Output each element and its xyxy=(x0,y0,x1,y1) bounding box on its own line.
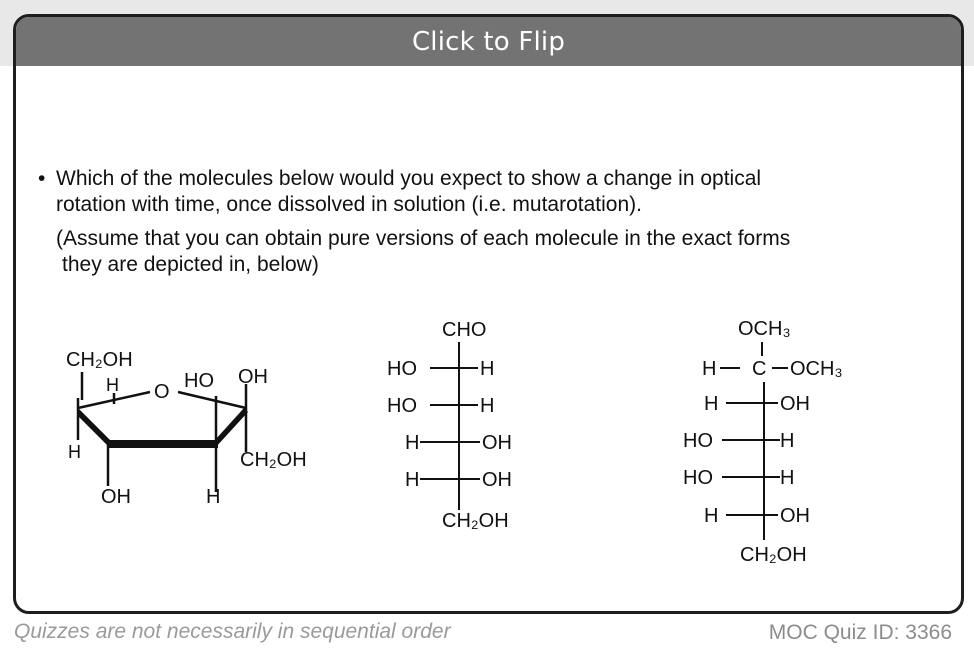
fischer2-acetal-h: H xyxy=(702,358,717,380)
ring-ch2oh-right: CH₂OH xyxy=(240,449,307,471)
fischer2-top: OCH₃ xyxy=(738,318,791,340)
fischer2-row4-left: H xyxy=(704,505,719,527)
fischer1-row1-right: H xyxy=(480,358,495,380)
fischer1-top: CHO xyxy=(442,319,487,341)
fischer-acetal-molecule xyxy=(683,318,843,566)
ring-ho: HO xyxy=(184,370,214,392)
haworth-ring-molecule xyxy=(66,349,307,508)
question-line-1: Which of the molecules below would you expect to show a change in optical xyxy=(56,167,762,190)
fischer1-row4-left: H xyxy=(405,469,420,491)
ring-oxygen: O xyxy=(154,381,170,403)
fischer-aldose-molecule xyxy=(387,319,512,532)
question-line-3: (Assume that you can obtain pure versions of each molecule in the exact forms xyxy=(56,227,791,250)
fischer2-acetal-c: C xyxy=(752,358,767,380)
fischer2-bottom: CH₂OH xyxy=(740,544,807,566)
click-to-flip-label: Click to Flip xyxy=(411,26,566,57)
ring-h-bottom: H xyxy=(206,486,221,508)
fischer1-row2-left: HO xyxy=(387,395,417,417)
fischer1-row2-right: H xyxy=(480,395,495,417)
fischer1-row4-right: OH xyxy=(482,469,512,491)
ring-ch2oh-top: CH₂OH xyxy=(66,349,133,371)
fischer2-row1-right: OH xyxy=(780,393,810,415)
fischer1-bottom: CH₂OH xyxy=(442,510,509,532)
ring-h-upper: H xyxy=(106,375,119,395)
quiz-id: MOC Quiz ID: 3366 xyxy=(768,621,952,644)
fischer1-row3-right: OH xyxy=(482,432,512,454)
question-line-2: rotation with time, once dissolved in solution (i.e. mutarotation). xyxy=(56,193,642,216)
sequence-note: Quizzes are not necessarily in sequential order xyxy=(14,620,451,643)
ring-oh-bottom: OH xyxy=(101,486,131,508)
fischer1-row3-left: H xyxy=(405,432,420,454)
bullet: • xyxy=(38,167,46,190)
fischer2-row4-right: OH xyxy=(780,505,810,527)
fischer2-row2-right: H xyxy=(780,430,795,452)
fischer2-row3-right: H xyxy=(780,467,795,489)
fischer2-row1-left: H xyxy=(704,393,719,415)
fischer2-row2-left: HO xyxy=(683,430,713,452)
fischer1-row1-left: HO xyxy=(387,358,417,380)
ring-oh-top: OH xyxy=(238,366,268,388)
question-line-4: they are depicted in, below) xyxy=(62,253,319,276)
fischer2-row3-left: HO xyxy=(683,467,713,489)
ring-h-left: H xyxy=(68,442,81,462)
fischer2-acetal-right: OCH₃ xyxy=(790,358,843,380)
